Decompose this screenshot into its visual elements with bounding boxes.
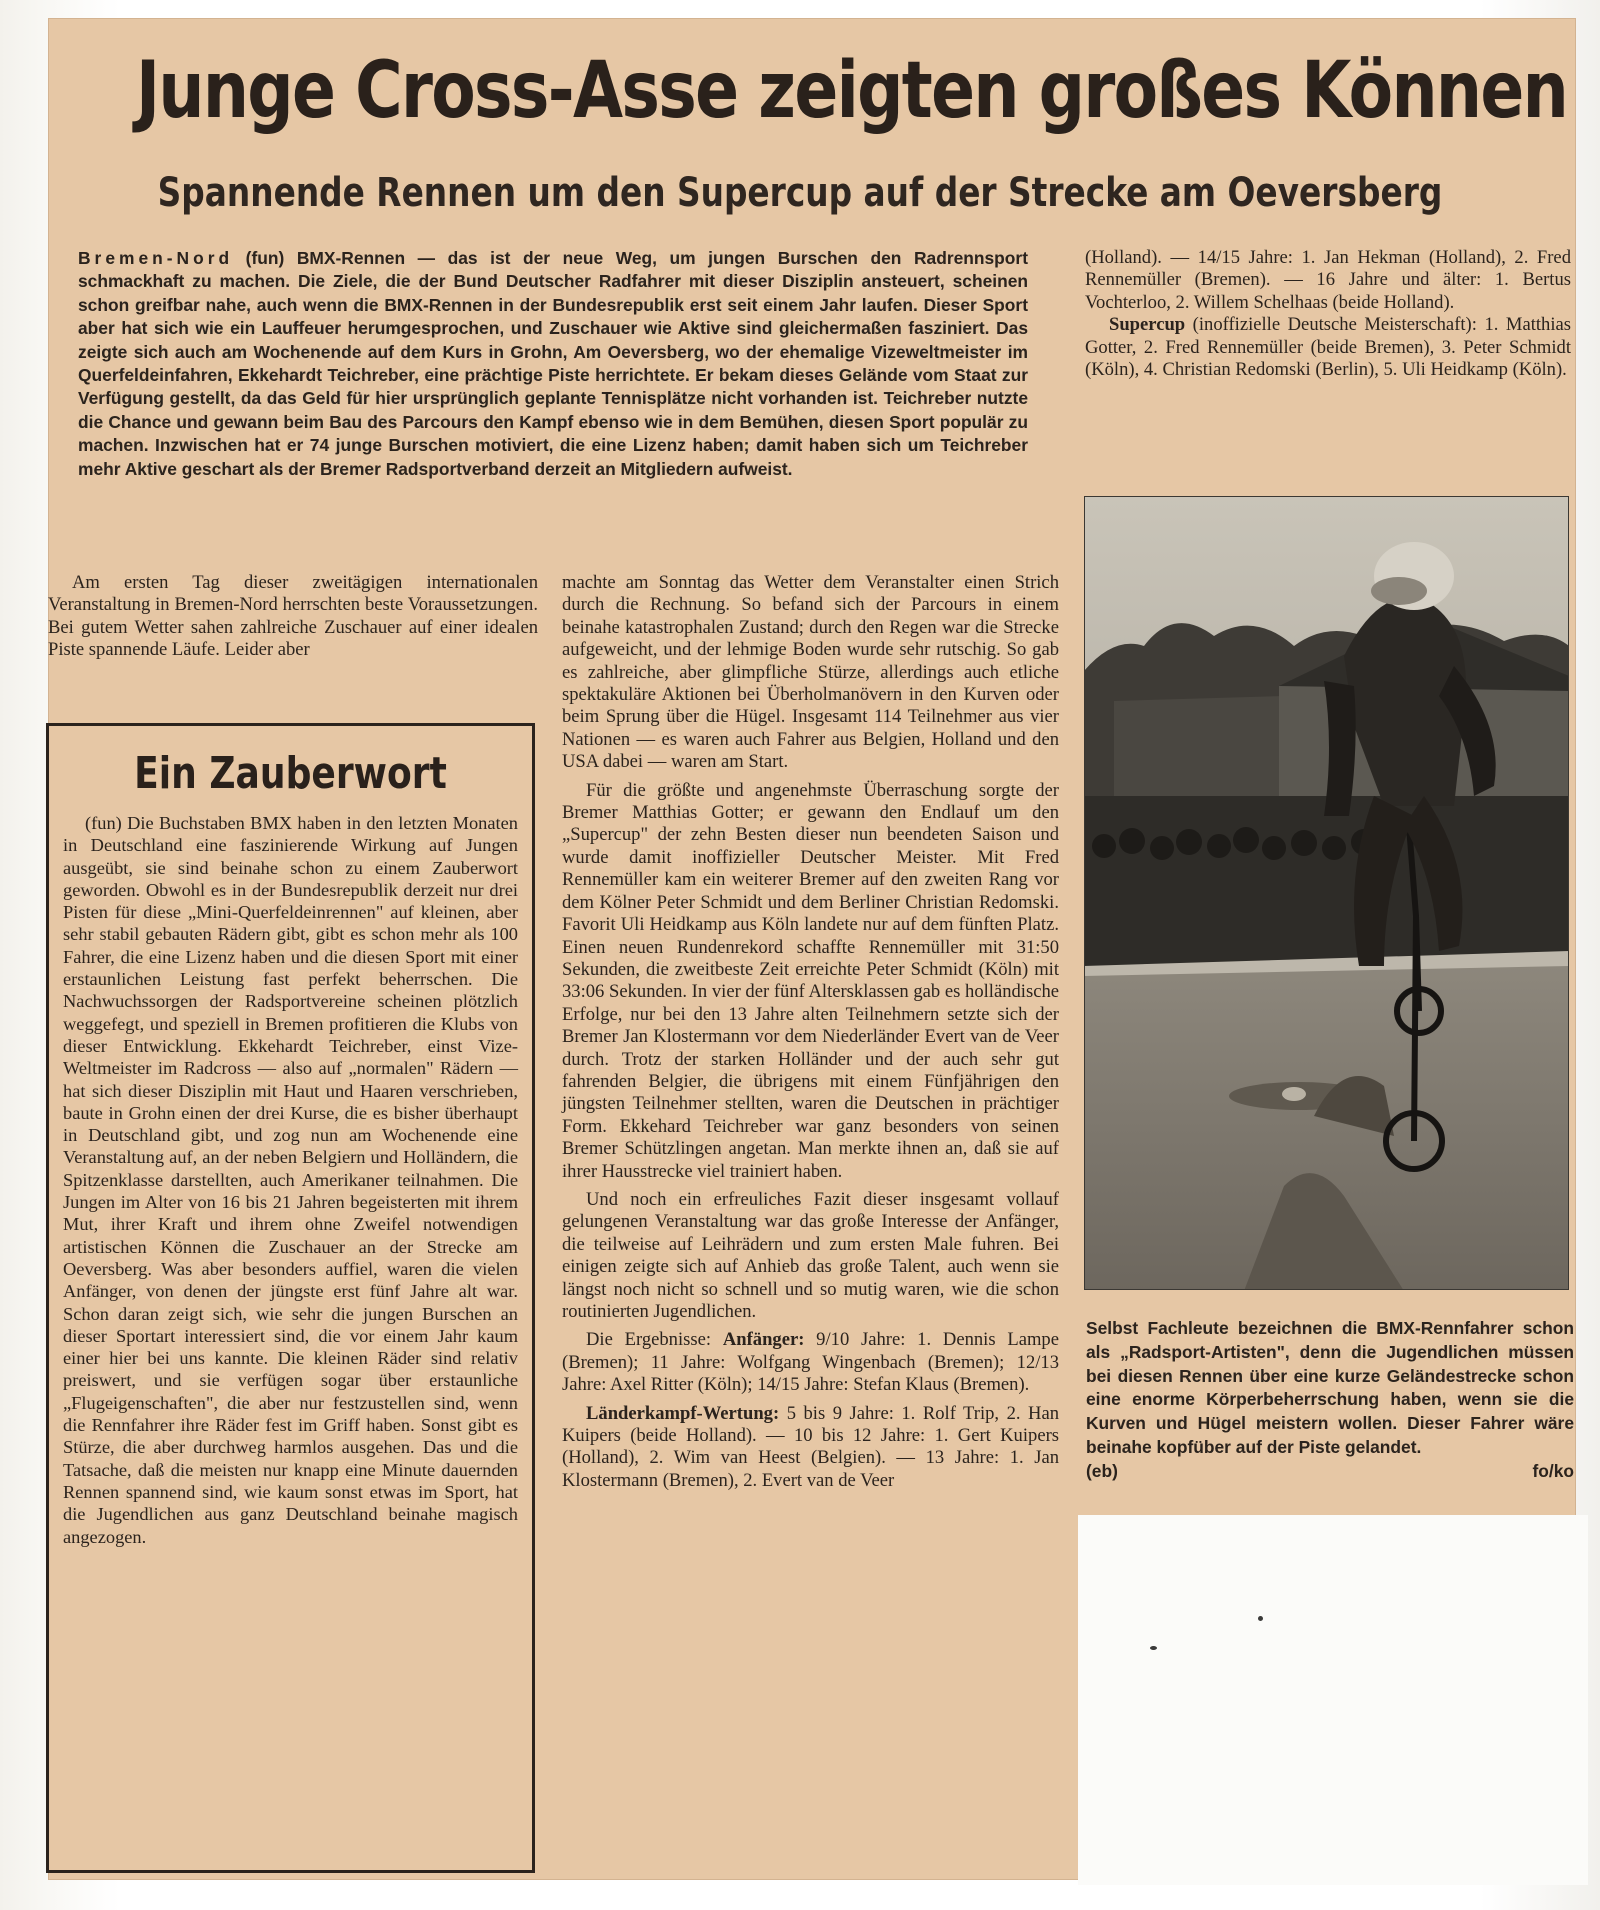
results-anfaenger-label: Anfänger: (722, 1329, 805, 1351)
subheadline: Spannende Rennen um den Supercup auf der Strecke am Oeversberg (157, 170, 1443, 216)
clipping-cutout-gap (1078, 1515, 1588, 1885)
sidebar-title: Ein Zauberwort (134, 748, 447, 799)
column-two-paragraph: Für die größte und angenehmste Überraschung sorgte der Bremer Matthias Gotter; er gewann den Endlauf um den „Supercup" der zehn Besten dieser nun beendeten Saison und wurde damit inoffizieller Deutscher Meister. Mit Fred Rennemüller kam ein weiterer Bremer auf den zweiten Rang vor dem Kölner Peter Schmidt und dem Berliner Christian Redomski. Favorit Uli Heidkamp aus Köln landete nur auf dem fünften Platz. Einen neuen Rundenrekord schaffte Rennemüller mit 31:50 Sekunden, die zweitbeste Zeit erreichte Peter Schmidt (Köln) mit 33:06 Sekunden. In vier der fünf Altersklassen gab es holländische Erfolge, nur bei den 13 Jahre alten Teilnehmern setzte sich der Bremer Jan Klostermann vor dem Niederländer Evert van de Veer durch. Trotz der starken Holländer und der auch sehr gut fahrenden Belgier, die übrigens mit einem Fünfjährigen den jüngsten Teilnehmer stellten, waren die Deutschen in prächtiger Form. Ekkehard Teichreber war ganz besonders von seinen Bremer Schützlingen angetan. Man merkte ihnen an, daß sie auf ihrer Hausstrecke viel trainiert haben. (562, 779, 1059, 1182)
results-laenderkampf-continued: (Holland). — 14/15 Jahre: 1. Jan Hekman (Holland), 2. Fred Rennemüller (Bremen). — 16 Jahre und älter: 1. Bertus Vochterloo, 2. Willem Schelhaas (beide Holland). (1085, 247, 1571, 313)
results-anfaenger-text: 9/10 Jahre: 1. Dennis Lampe (Bremen); 11 Jahre: Wolfgang Wingenbach (Bremen); 12/13 Jahre: Axel Ritter (Köln); 14/15 Jahre: Stefan Klaus (Bremen). (562, 1329, 1059, 1396)
column-two-paragraph: machte am Sonntag das Wetter dem Veranstalter einen Strich durch die Rechnung. So befand sich der Parcours in einem beinahe katastrophalen Zustand; durch den Regen war die Strecke aufgeweicht, und der lehmige Boden wurde sehr rutschig. So gab es zahlreiche, aber glimpfliche Stürze, allerdings auch etliche spektakuläre Aktionen bei Überholmanövern in den Kurven oder beim Sprung über die Hügel. Insgesamt 114 Teilnehmer aus vier Nationen — es waren auch Fahrer aus Belgien, Holland und den USA dabei — waren am Start. (562, 572, 1059, 773)
column-two (562, 572, 1059, 1492)
caption-credits (1086, 1460, 1574, 1484)
sidebar-text: (fun) Die Buchstaben BMX haben in den letzten Monaten in Deutschland eine faszinierende Wirkung auf Jungen ausgeübt, sie sind beinahe schon zu einem Zauberwort geworden. Obwohl es in der Bundesrepublik derzeit nur drei Pisten für diese „Mini-Querfeldeinrennen" auf kleinen, aber sehr stabil gebauten Rädern gibt, gibt es schon mehr als 100 Fahrer, die eine Lizenz haben und die diesen Sport mit einer erstaunlichen Leistung fast perfekt beherrschen. Die Nachwuchssorgen der Radsportvereine scheinen plötzlich weggefegt, und speziell in Bremen profitieren die Klubs von dieser Entwicklung. Ekkehardt Teichreber, einst Vize-Weltmeister im Radcross — also auf „normalen" Rädern — hat sich dieser Disziplin mit Haut und Haaren verschrieben, baute in Grohn einen der drei Kurse, die es bisher überhaupt in Deutschland gibt, und zog nun am Wochenende eine Veranstaltung auf, an der neben Belgiern und Holländern, die Spitzenklasse darstellten, auch Amerikaner teilnahmen. Die Jungen im Alter von 16 bis 21 Jahren begeisterten mit ihrem Mut, ihrer Kraft und ihrem ohne Zweifel notwendigen artistischen Können die Zuschauer an der Strecke am Oeversberg. Was aber besonders auffiel, waren die vielen Anfänger, von denen der jüngste erst fünf Jahre alt war. Schon daran zeigt sich, wie sehr die jungen Burschen an dieser Sportart interessiert sind, die vor einem Jahr kaum einer hier bei uns kannte. Die kleinen Räder sind relativ preiswert, und sie verfügen sogar über erstaunliche „Flugeigenschaften", die aber nur festzustellen sind, wenn die Rennfahrer ihre Räder fest im Griff haben. Sonst gibt es Stürze, die aber durchweg harmlos ausgehen. Das und die Tatsache, daß die meisten nur knapp eine Minute dauernden Rennen spannend sind, wie kaum sonst etwas im Sport, hat die Jugendlichen aus ganz Deutschland beinahe magisch angezogen. (63, 813, 518, 1547)
scan-speck (1258, 1616, 1263, 1621)
column-two-paragraph: Und noch ein erfreuliches Fazit dieser insgesamt vollauf gelungenen Veranstaltung war das große Interesse der Anfänger, die teilweise auf Leihrädern und zum ersten Male fuhren. Bei einigen zeigte sich auf Anhieb das große Talent, auch wenn sie längst noch nicht so schnell und so mutig waren, wie die schon routinierten Jugendlichen. (562, 1188, 1059, 1322)
scan-speck (1150, 1646, 1157, 1650)
results-supercup (1085, 314, 1571, 381)
dateline: Bremen-Nord (78, 248, 234, 268)
results-laenderkampf (562, 1403, 1059, 1493)
column-three (1085, 247, 1571, 381)
results-supercup-label: Supercup (1109, 314, 1186, 336)
results-anfaenger (562, 1329, 1059, 1396)
lead-text: (fun) BMX-Rennen — das ist der neue Weg, um jungen Burschen den Radrennsport schmackhaft zu machen. Die Ziele, die der Bund Deutscher Radfahrer mit dieser Disziplin ansteuert, scheinen schon greifbar nahe, auch wenn die BMX-Rennen in der Bundesrepublik erst seit einem Jahr laufen. Dieser Sport aber hat sich wie ein Lauffeuer herumgesprochen, und Zuschauer wie Aktive sind gleichermaßen fasziniert. Das zeigte sich auch am Wochenende auf dem Kurs in Grohn, Am Oeversberg, wo der ehemalige Vizeweltmeister im Querfeldeinfahren, Ekkehardt Teichreber, eine prächtige Piste herrichtete. Er bekam dieses Gelände vom Staat zur Verfügung gestellt, da das Geld für hier ursprünglich geplante Tennisplätze nicht vorhanden ist. Teichreber nutzte die Chance und gewann beim Bau des Parcours den Kampf ebenso wie in dem Bemühen, diesen Sport populär zu machen. Inzwischen hat er 74 junge Burschen motiviert, die eine Lizenz haben; damit haben sich um Teichreber mehr Aktive geschart als der Bremer Radsportverband derzeit an Mitgliedern aufweist. (78, 248, 1028, 479)
lead-paragraph (78, 247, 1028, 481)
headline: Junge Cross-Asse zeigten großes Können (136, 46, 1568, 136)
photo-credit: fo/ko (1532, 1460, 1574, 1481)
column-one (48, 572, 538, 662)
bmx-photo-illustration (1084, 496, 1569, 1290)
photo-caption (1086, 1317, 1574, 1484)
results-supercup-text: (inoffizielle Deutsche Meisterschaft): 1. Matthias Gotter, 2. Fred Rennemüller (beide Bremen), 3. Peter Schmidt (Köln), 4. Christian Redomski (Berlin), 5. Uli Heidkamp (Köln). (1085, 314, 1571, 381)
sidebar-box (46, 723, 535, 1873)
results-intro: Die Ergebnisse: (586, 1329, 723, 1351)
photo-caption-text: Selbst Fachleute bezeichnen die BMX-Rennfahrer schon als „Radsport-Artisten", denn die Jugendlichen müssen bei diesen Rennen über eine kurze Geländestrecke schon eine enorme Körperbeherrschung haben, wenn sie die Kurven und Hügel meistern wollen. Dieser Fahrer wäre beinahe kopfüber auf der Piste gelandet. (1086, 1318, 1574, 1457)
column-one-paragraph: Am ersten Tag dieser zweitägigen internationalen Veranstaltung in Bremen-Nord herrschten beste Voraussetzungen. Bei gutem Wetter sahen zahlreiche Zuschauer auf einer idealen Piste spannende Läufe. Leider aber (48, 572, 538, 661)
results-laenderkampf-text: 5 bis 9 Jahre: 1. Rolf Trip, 2. Han Kuipers (beide Holland). — 10 bis 12 Jahre: 1. Gert Kuipers (Holland), 2. Wim van Heest (Belgien). — 13 Jahre: 1. Jan Klostermann (Bremen), 2. Evert van de Veer (562, 1402, 1059, 1491)
results-laenderkampf-label: Länderkampf-Wertung: (586, 1402, 780, 1424)
bmx-rider-photo (1084, 496, 1569, 1290)
caption-author: (eb) (1086, 1460, 1118, 1481)
